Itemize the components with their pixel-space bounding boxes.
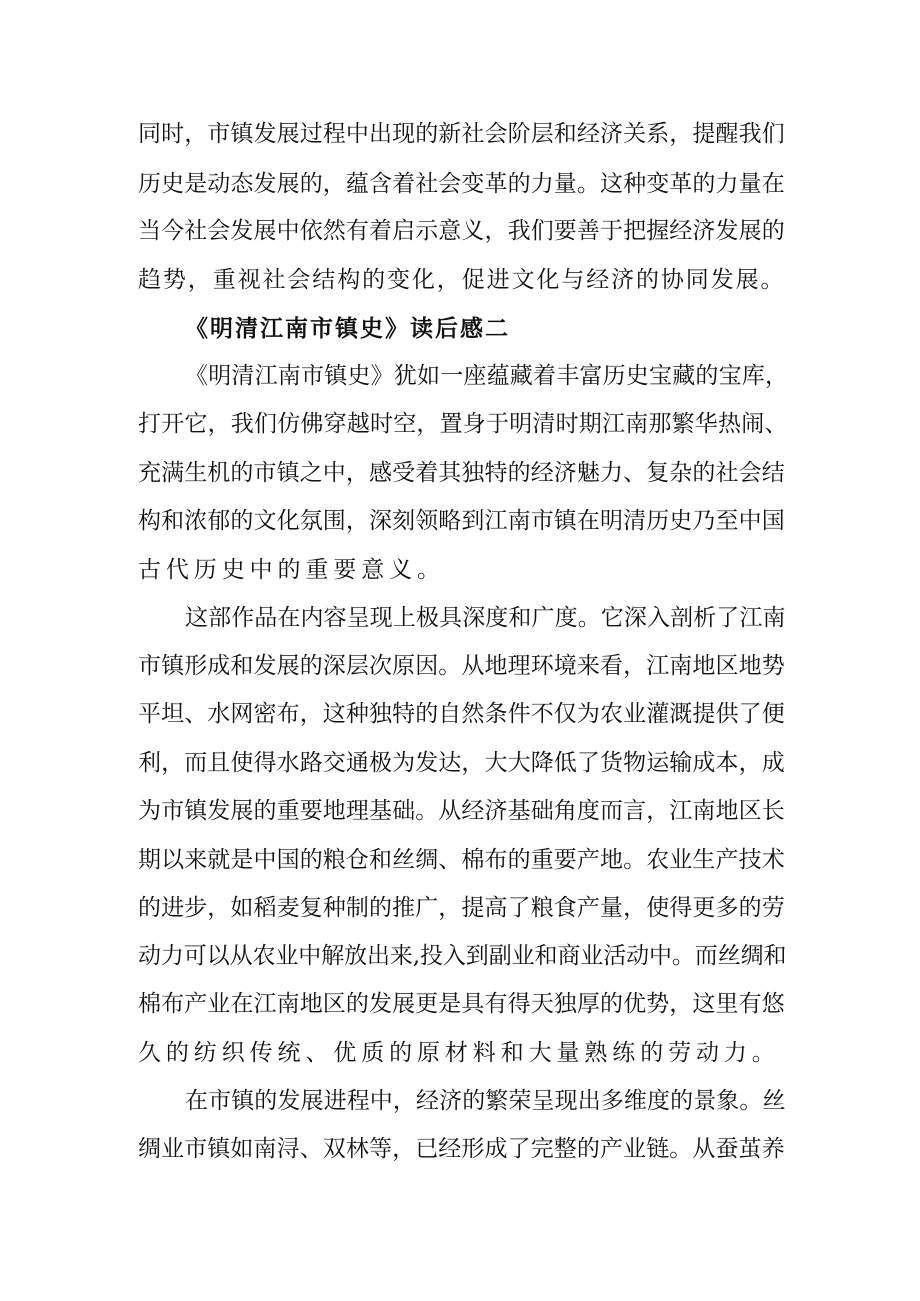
body-text-line: 《明清江南市镇史》犹如一座蕴藏着丰富历史宝藏的宝库， [185, 363, 789, 389]
section-title: 《明清江南市镇史》读后感二 [185, 315, 510, 342]
body-text-line: 的进步，如稻麦复种制的推广，提高了粮食产量，使得更多的劳 [138, 895, 785, 921]
body-text-line: 趋势，重视社会结构的变化，促进文化与经济的协同发展。 [138, 267, 786, 293]
body-text-line: 历史是动态发展的，蕴含着社会变革的力量。这种变革的力量在 [138, 171, 785, 197]
body-text-line: 构和浓郁的文化氛围，深刻领略到江南市镇在明清历史乃至中国 [138, 508, 785, 534]
body-text-line: 动力可以从农业中解放出来,投入到副业和商业活动中。而丝绸和 [138, 943, 787, 969]
body-text-line: 古代历史中的重要意义。 [138, 557, 445, 583]
body-text-line: 在市镇的发展进程中，经济的繁荣呈现出多维度的景象。丝 [185, 1088, 786, 1114]
body-text-line: 市镇形成和发展的深层次原因。从地理环境来看，江南地区地势 [138, 653, 785, 679]
body-text-line: 当今社会发展中依然有着启示意义，我们要善于把握经济发展的 [138, 218, 785, 244]
body-text-line: 久的纺织传统、优质的原材料和大量熟练的劳动力。 [138, 1040, 780, 1066]
body-text-line: 利，而且使得水路交通极为发达，大大降低了货物运输成本，成 [138, 750, 785, 776]
body-text-line: 期以来就是中国的粮仓和丝绸、棉布的重要产地。农业生产技术 [138, 847, 785, 873]
body-text-line: 打开它，我们仿佛穿越时空，置身于明清时期江南那繁华热闹、 [138, 411, 788, 437]
body-text-line: 同时，市镇发展过程中出现的新社会阶层和经济关系，提醒我们 [138, 121, 785, 147]
body-text-line: 为市镇发展的重要地理基础。从经济基础角度而言，江南地区长 [138, 798, 785, 824]
body-text-line: 绸业市镇如南浔、双林等，已经形成了完整的产业链。从蚕茧养 [138, 1136, 785, 1162]
body-text-line: 充满生机的市镇之中，感受着其独特的经济魅力、复杂的社会结 [138, 460, 785, 486]
body-text-line: 这部作品在内容呈现上极具深度和广度。它深入剖析了江南 [185, 605, 786, 631]
body-text-line: 平坦、水网密布，这种独特的自然条件不仅为农业灌溉提供了便 [138, 701, 785, 727]
body-text-line: 棉布产业在江南地区的发展更是具有得天独厚的优势，这里有悠 [138, 991, 785, 1017]
